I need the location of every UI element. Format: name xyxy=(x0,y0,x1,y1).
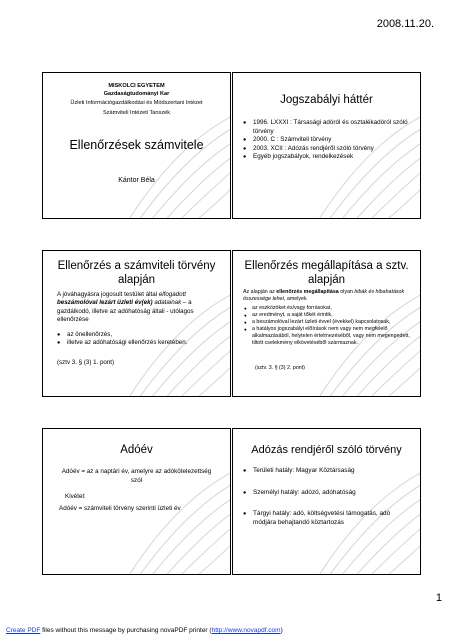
slide-author: Kántor Béla xyxy=(118,177,155,184)
slide-intro-text xyxy=(243,289,414,303)
header-date: 2008.11.20. xyxy=(376,18,434,30)
slide-university: MISKOLCI EGYETEM xyxy=(108,83,165,89)
slide-faculty: Gazdaságtudományi Kar xyxy=(103,91,170,97)
slide-title: Jogszabályi háttér xyxy=(280,94,373,106)
footer-text-end: ) xyxy=(280,627,283,634)
slide-reference: (sztv. 3. § (3) 2. pont) xyxy=(255,365,305,371)
slide-title: Adóév xyxy=(120,444,153,456)
page-number: 1 xyxy=(435,592,442,604)
slide-title: Ellenőrzés a számviteli törvény alapján xyxy=(57,260,216,286)
list-item: ● a beszámolóval lezárt üzleti évvel (évekkel) kapcsolatosak, xyxy=(243,319,414,326)
slide-title: Adózás rendjéről szóló törvény xyxy=(251,444,402,456)
list-item: ● Személyi hatály: adózó, adóhatóság xyxy=(243,489,412,498)
list-item: ● az eszközöket és/vagy forrásokat, xyxy=(243,305,414,312)
slide-exception-text: Adóév = számviteli törvény szerinti üzleti év xyxy=(59,505,181,512)
text-run: beszámolóval lezárt üzleti év(ek) xyxy=(57,299,153,307)
text-run: – a gazdálkodó, illetve az adóhatóság általi - utólagos ellenőrzése xyxy=(57,299,194,323)
pdf-footer xyxy=(6,627,283,634)
list-item: ● az eredményt, a saját tőkét érintik, xyxy=(243,312,414,319)
slide-tax-procedure-act xyxy=(232,428,421,575)
slide-definition: Adóév = az a naptári év, amelyre az adókötelezettség szól xyxy=(61,468,212,484)
slide-bullet-list xyxy=(243,467,412,527)
slide-exception-label: Kivétel: xyxy=(65,493,86,500)
slide-unit: Számviteli Intézeti Tanszék xyxy=(102,110,171,116)
list-item: ● 2000. C : Számviteli törvény xyxy=(243,136,414,145)
text-run: ellenőrzés megállapítása xyxy=(276,289,339,295)
text-run: olyan xyxy=(340,289,353,295)
footer-text: files without this message by purchasing novaPDF printer ( xyxy=(40,627,212,634)
list-item: ● illetve az adóhatósági ellenőrzés keretében. xyxy=(57,339,222,347)
decorative-arcs xyxy=(116,104,231,219)
text-run: adatainak xyxy=(154,299,182,307)
text-run: Az alapján az xyxy=(243,289,275,295)
slide-reference: (sztv 3. § (3) 1. pont) xyxy=(57,359,115,366)
slide-title: Ellenőrzések számvitele xyxy=(69,138,204,152)
slide-control-accounting-law xyxy=(42,250,231,397)
list-item: ● Tárgyi hatály: adó, költségvetési támogatás, adó módjára behajtandó köztartozás xyxy=(243,510,412,527)
list-item: ● 1996. LXXXI : Társasági adóról és osztalékadóról szóló törvény xyxy=(243,119,414,136)
slide-bullet-list xyxy=(57,331,222,348)
slide-legal-background xyxy=(232,72,421,219)
slide-intro-text xyxy=(57,291,222,324)
slide-bullet-list xyxy=(243,119,414,162)
list-item: ● Egyéb jogszabályok, rendelkezések xyxy=(243,153,414,162)
list-item: ● a hatályos jogszabályi előírások nem vagy nem megfelelő alkalmazásából, helytelen értelmezéséből, vagy nem megengedett, tiltott cselekmény elkövetéséből származnak. xyxy=(243,326,414,347)
list-item: ● 2003. XCII : Adózás rendjéről szóló törvény xyxy=(243,145,414,154)
list-item: ● Területi hatály: Magyar Köztársaság xyxy=(243,467,412,476)
slide-bullet-list xyxy=(243,305,414,347)
novapdf-link[interactable]: http://www.novapdf.com xyxy=(211,627,281,634)
slide-title-page xyxy=(42,72,231,219)
text-run: amelyek xyxy=(286,296,307,302)
list-item: ● az önellenőrzés, xyxy=(57,331,222,339)
slide-title: Ellenőrzés megállapítása a sztv. alapján xyxy=(244,260,409,286)
slide-department: Üzleti Információgazdálkodási és Módszertani Intézet xyxy=(70,100,203,106)
create-pdf-link[interactable]: Create PDF xyxy=(6,627,41,634)
slide-tax-year xyxy=(42,428,231,575)
text-run: hibák és hibahatások összessége lehet, xyxy=(243,289,405,302)
slide-control-findings xyxy=(232,250,421,397)
text-run: A jóváhagyásra jogosult testület által xyxy=(57,291,158,298)
text-run: elfogadott xyxy=(158,291,187,298)
